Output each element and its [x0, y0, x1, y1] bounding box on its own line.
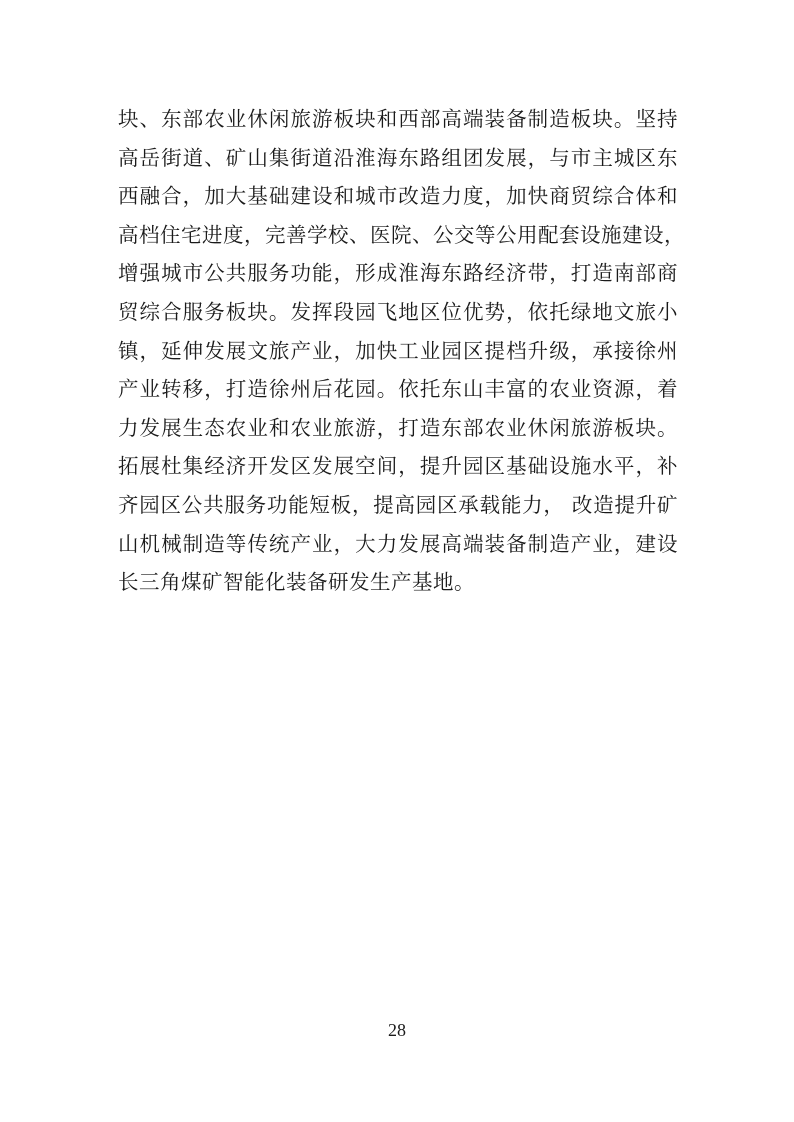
- paragraph-line: 块、东部农业休闲旅游板块和西部高端装备制造板块。坚持: [118, 107, 678, 131]
- paragraph-line: 产业转移，打造徐州后花园。依托东山丰富的农业资源，着: [118, 377, 678, 402]
- paragraph-line: 西融合，加大基础建设和城市改造力度，加快商贸综合体和: [118, 184, 678, 209]
- page-number: 28: [388, 1020, 406, 1040]
- paragraph-line: 高岳街道、矿山集街道沿淮海东路组团发展，与市主城区东: [118, 145, 678, 170]
- paragraph-line: 山机械制造等传统产业，大力发展高端装备制造产业，建设: [118, 531, 678, 556]
- paragraph-line: 齐园区公共服务功能短板，提高园区承载能力， 改造提升矿: [118, 492, 678, 517]
- body-paragraph: [118, 100, 685, 602]
- paragraph-line: 高档住宅进度，完善学校、医院、公交等公用配套设施建设，: [118, 222, 685, 247]
- paragraph-line: 长三角煤矿智能化装备研发生产基地。: [118, 570, 475, 595]
- paragraph-line: 力发展生态农业和农业旅游，打造东部农业休闲旅游板块。: [118, 415, 678, 440]
- paragraph-line: 拓展杜集经济开发区发展空间，提升园区基础设施水平，补: [118, 454, 678, 479]
- paragraph-line: 增强城市公共服务功能，形成淮海东路经济带，打造南部商: [118, 261, 678, 286]
- paragraph-line: 镇，延伸发展文旅产业，加快工业园区提档升级，承接徐州: [118, 338, 678, 363]
- paragraph-line: 贸综合服务板块。发挥段园飞地区位优势，依托绿地文旅小: [118, 299, 678, 324]
